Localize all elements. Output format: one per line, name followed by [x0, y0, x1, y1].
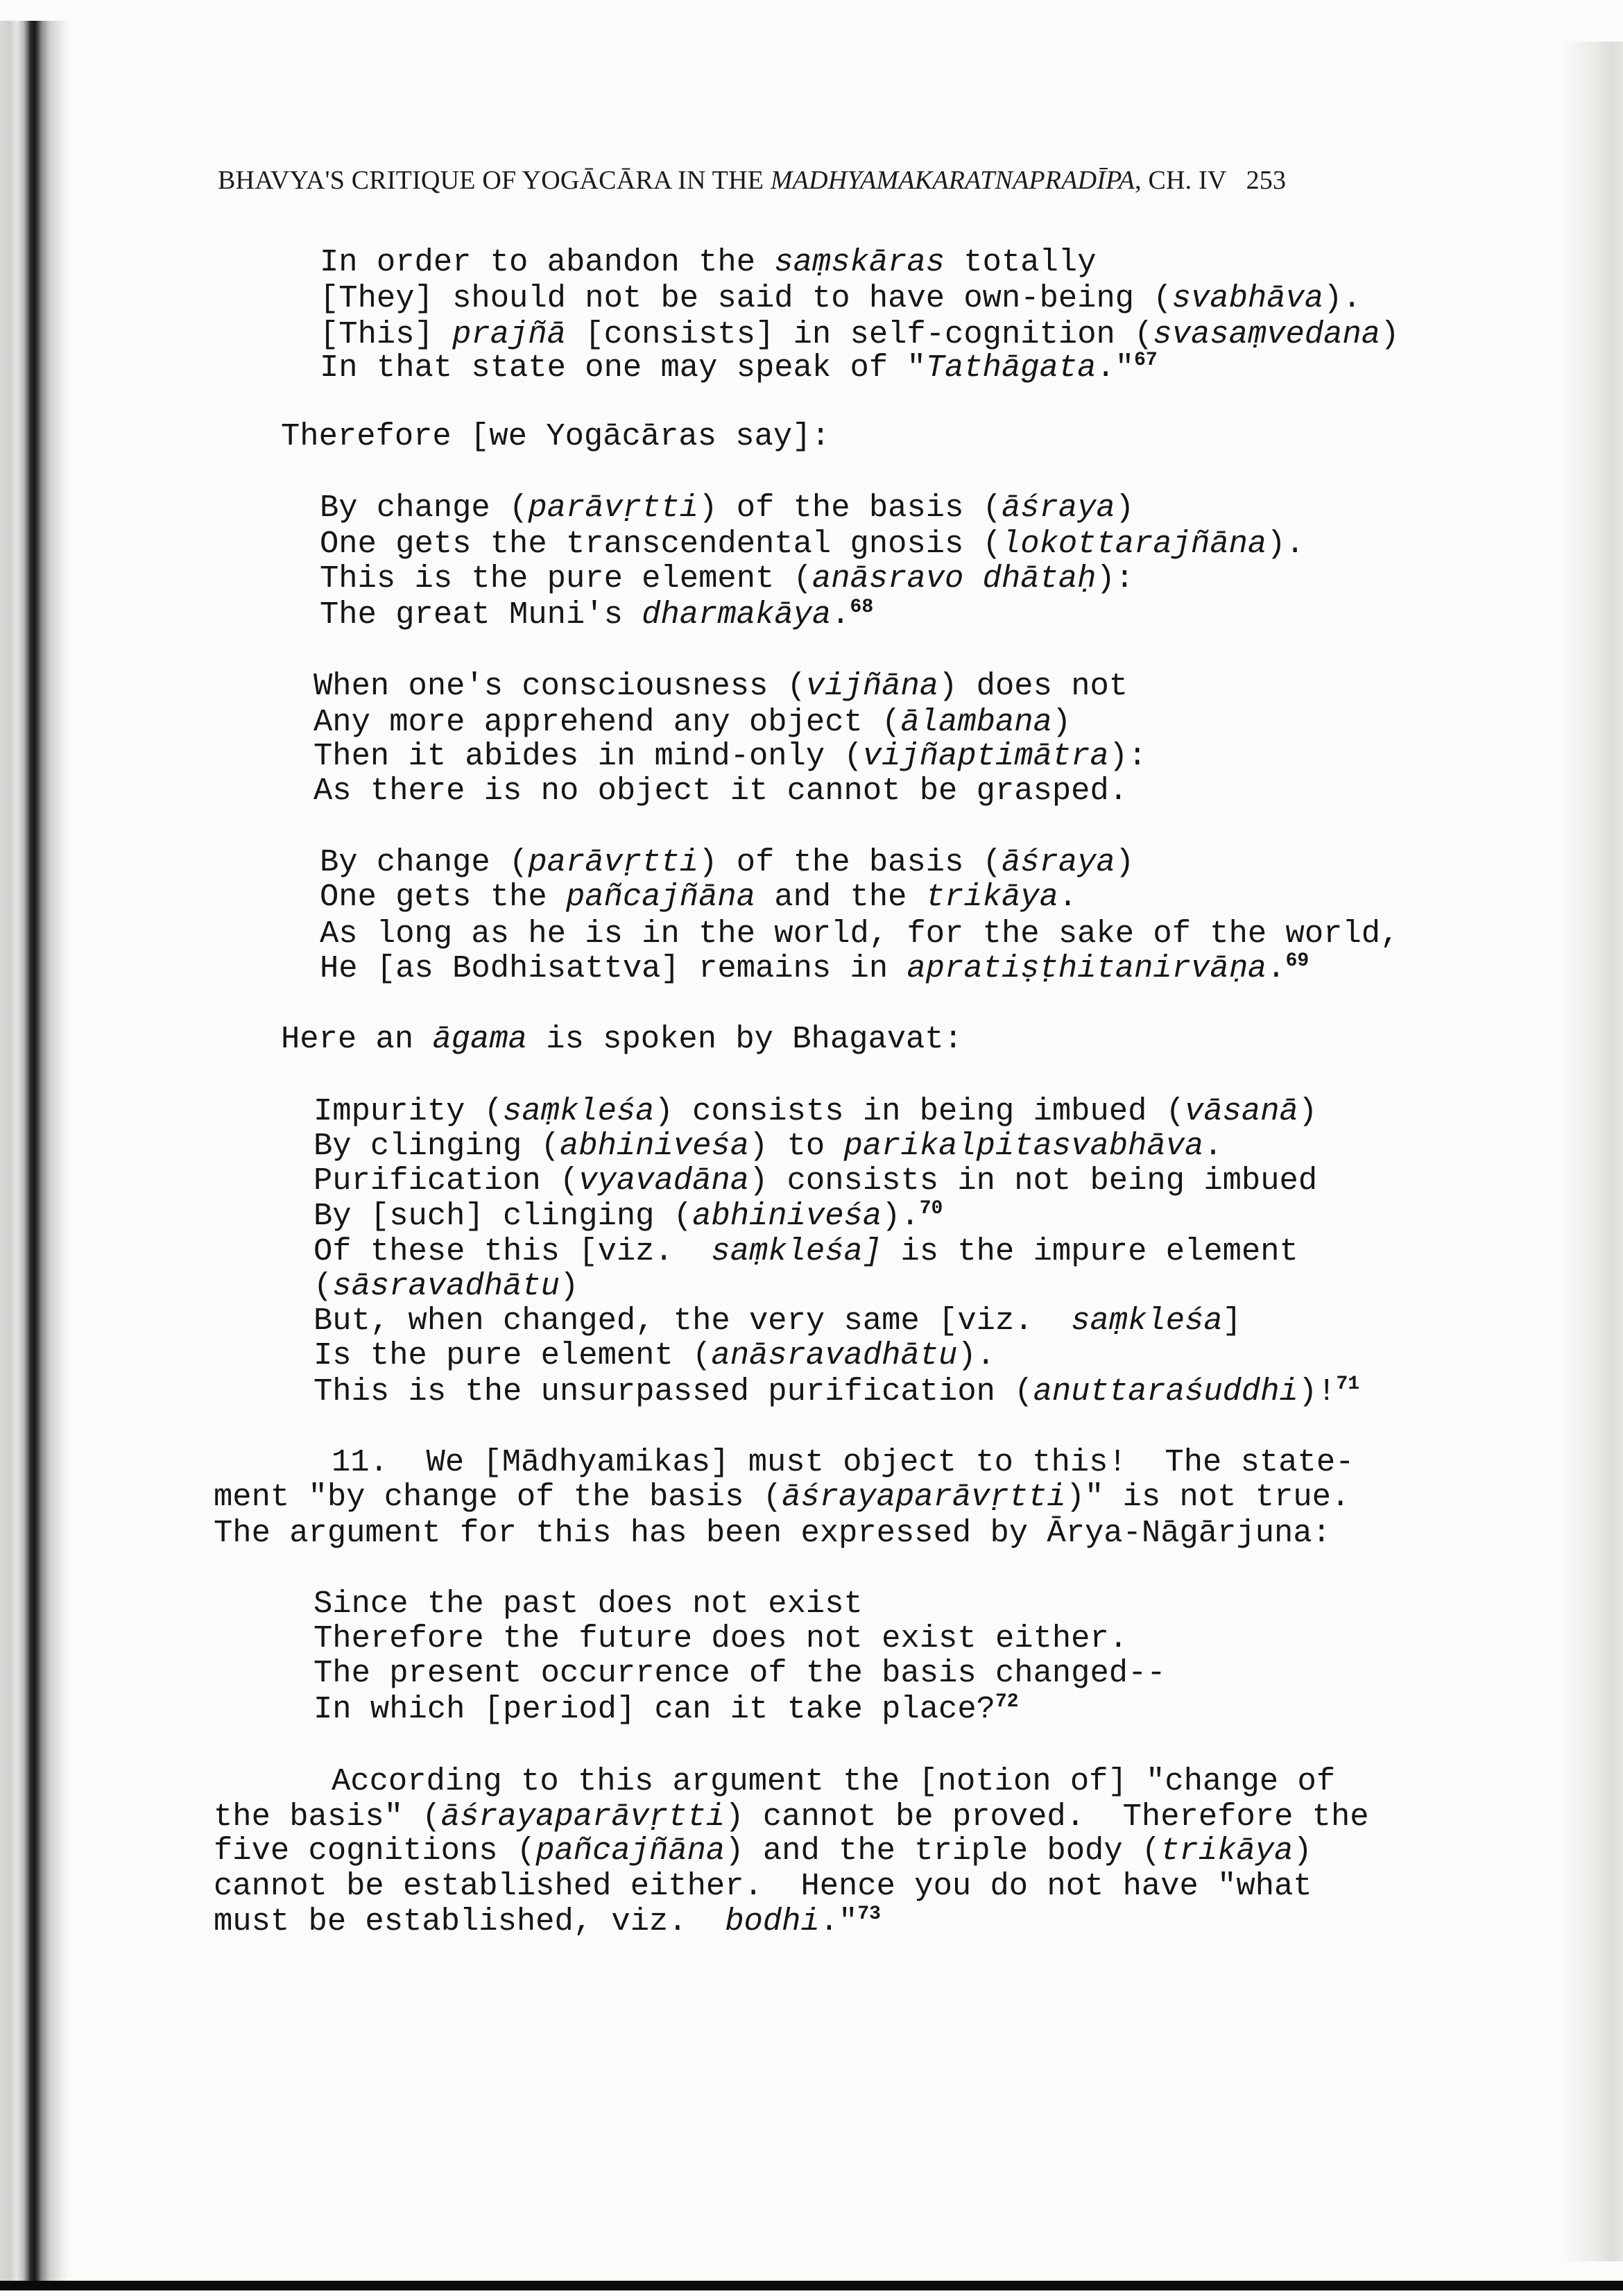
text-run: .: [1266, 950, 1286, 986]
footnote-ref: 68: [850, 597, 874, 618]
italic-term: apratiṣṭhitanirvāṇa: [907, 950, 1267, 986]
italic-term: dharmakāya: [642, 597, 832, 633]
text-run: ): [1115, 844, 1135, 880]
text-line: [320, 950, 1309, 986]
italic-term: prajñā: [452, 316, 566, 352]
text-run: ).: [882, 1198, 920, 1234]
text-run: Therefore [we Yogācāras say]:: [281, 418, 830, 454]
italic-term: saṃkleśa: [1071, 1303, 1223, 1339]
book-spine-shadow: [0, 21, 69, 2289]
text-run: .: [831, 597, 850, 633]
text-line: [320, 916, 1399, 952]
italic-term: Tathāgata: [925, 350, 1097, 386]
italic-term: sāsravadhātu: [332, 1268, 560, 1304]
footnote-ref: 70: [919, 1198, 943, 1219]
text-run: ).: [1266, 526, 1305, 562]
italic-term: anāsravadhātu: [711, 1337, 958, 1373]
text-run: ) of the basis (: [698, 490, 1002, 526]
text-line: [314, 1655, 1166, 1691]
running-title: BHAVYA'S CRITIQUE OF YOGĀCĀRA IN THE MADHYAMAKARATNAPRADĪPA, CH. IV: [218, 166, 1227, 195]
text-run: The great Muni's: [320, 597, 642, 633]
text-run: In that state one may speak of ": [320, 350, 926, 386]
text-run: This is the unsurpassed purification (: [314, 1373, 1033, 1410]
text-line: [320, 350, 1158, 386]
text-run: five cognitions (: [214, 1833, 536, 1869]
text-run: ) consists in not being imbued: [749, 1163, 1318, 1199]
text-line: [214, 1799, 1369, 1835]
text-run: .: [1203, 1128, 1223, 1164]
italic-term: āśrayaparāvṛtti: [782, 1479, 1066, 1515]
text-line: [332, 1763, 1335, 1799]
text-run: But, when changed, the very same [viz.: [314, 1303, 1072, 1339]
text-line: [214, 1833, 1312, 1869]
text-line: [314, 1093, 1317, 1129]
italic-term: svabhāva: [1171, 280, 1324, 316]
text-run: and the: [755, 879, 926, 915]
text-line: [320, 879, 1077, 915]
italic-term: pañcajñāna: [535, 1833, 725, 1869]
bottom-rule: [0, 2281, 1623, 2290]
footnote-ref: 69: [1285, 950, 1309, 972]
text-run: By change (: [320, 490, 529, 526]
italic-term: abhiniveśa: [559, 1128, 750, 1164]
text-run: One gets the: [320, 879, 566, 915]
italic-term: parāvṛtti: [528, 490, 699, 526]
text-run: 11. We [Mādhyamikas] must object to this! The state-: [332, 1444, 1355, 1480]
text-run: Then it abides in mind-only (: [314, 738, 863, 774]
text-run: According to this argument the [notion of] "change of: [332, 1763, 1336, 1799]
text-run: ) consists in being imbued (: [654, 1093, 1185, 1129]
text-run: As there is no object it cannot be grasped.: [314, 773, 1128, 809]
text-run: [This]: [320, 316, 453, 352]
text-run: ) cannot be proved. Therefore the: [725, 1799, 1369, 1835]
page-number: 253: [1246, 166, 1287, 195]
text-run: is spoken by Bhagavat:: [526, 1021, 963, 1057]
text-line: [314, 1268, 578, 1304]
text-run: ): [559, 1268, 579, 1304]
italic-term: trikāya: [925, 879, 1058, 915]
text-run: He [as Bodhisattva] remains in: [320, 950, 907, 986]
italic-term: āśraya: [1001, 844, 1115, 880]
text-run: ) and the triple body (: [725, 1833, 1161, 1869]
text-run: .": [819, 1903, 858, 1939]
text-line: [320, 597, 873, 633]
text-line: [314, 1198, 943, 1234]
text-run: Of these this [viz.: [314, 1233, 712, 1269]
text-line: [314, 773, 1128, 809]
text-line: [314, 1163, 1317, 1199]
text-line: [320, 316, 1399, 352]
italic-term: anuttaraśuddhi: [1033, 1373, 1298, 1410]
text-line: [281, 418, 830, 454]
footnote-ref: 71: [1336, 1373, 1360, 1395]
footnote-ref: 72: [995, 1691, 1019, 1713]
text-line: [314, 1233, 1298, 1269]
italic-term: pañcajñāna: [565, 879, 756, 915]
text-run: Here an: [281, 1021, 433, 1057]
text-run: ): [1293, 1833, 1312, 1869]
italic-term: parāvṛtti: [528, 844, 699, 880]
italic-term: saṃkleśa: [503, 1093, 655, 1129]
text-line: [314, 1691, 1019, 1727]
text-run: Is the pure element (: [314, 1337, 712, 1373]
text-run: .: [1058, 879, 1078, 915]
text-run: By [such] clinging (: [314, 1198, 693, 1234]
text-run: One gets the transcendental gnosis (: [320, 526, 1002, 562]
text-line: [214, 1903, 881, 1939]
text-line: [281, 1021, 963, 1057]
text-run: [They] should not be said to have own-being (: [320, 280, 1172, 316]
text-run: The argument for this has been expressed by Ārya-Nāgārjuna:: [214, 1515, 1331, 1551]
italic-term: svasaṃvedana: [1153, 316, 1381, 352]
text-run: Purification (: [314, 1163, 579, 1199]
italic-term: vāsanā: [1185, 1093, 1298, 1129]
italic-term: ālambana: [900, 704, 1052, 740]
text-run: As long as he is in the world, for the sake of the world,: [320, 916, 1400, 952]
italic-term: parikalpitasvabhāva: [843, 1128, 1204, 1164]
text-run: cannot be established either. Hence you do not have "what: [214, 1868, 1312, 1904]
text-run: ):: [1096, 560, 1135, 597]
footnote-ref: 67: [1134, 350, 1158, 371]
italic-term: bodhi: [725, 1903, 820, 1939]
text-run: By clinging (: [314, 1128, 560, 1164]
italic-term: vijñāna: [805, 668, 939, 704]
footnote-ref: 73: [857, 1903, 881, 1925]
text-run: ment "by change of the basis (: [214, 1479, 782, 1515]
text-run: totally: [945, 244, 1097, 280]
text-line: [320, 844, 1134, 880]
text-run: This is the pure element (: [320, 560, 812, 597]
text-run: )!: [1298, 1373, 1337, 1410]
text-line: [314, 1586, 863, 1622]
text-line: [314, 738, 1147, 774]
text-run: .": [1096, 350, 1135, 386]
italic-term: saṃskāras: [774, 244, 945, 280]
italic-term: abhiniveśa: [692, 1198, 882, 1234]
text-line: [314, 704, 1071, 740]
text-line: [320, 560, 1134, 597]
running-header: [218, 165, 1286, 196]
text-line: [314, 1373, 1359, 1410]
text-line: [320, 526, 1305, 562]
text-line: [320, 244, 1097, 280]
text-line: [314, 1620, 1128, 1656]
text-run: ).: [957, 1337, 995, 1373]
text-line: [314, 668, 1128, 704]
text-run: ]: [1222, 1303, 1242, 1339]
italic-term: trikāya: [1160, 1833, 1294, 1869]
text-run: In order to abandon the: [320, 244, 775, 280]
text-run: Impurity (: [314, 1093, 504, 1129]
italic-term: saṃkleśa]: [711, 1233, 882, 1269]
text-run: The present occurrence of the basis changed--: [314, 1655, 1166, 1691]
text-line: [314, 1128, 1223, 1164]
text-run: ): [1051, 704, 1072, 740]
text-run: ) does not: [938, 668, 1128, 704]
text-run: (: [314, 1268, 333, 1304]
italic-term: anāsravo dhātaḥ: [812, 560, 1097, 597]
text-run: ): [1298, 1093, 1318, 1129]
text-run: ) of the basis (: [698, 844, 1002, 880]
text-run: When one's consciousness (: [314, 668, 806, 704]
page-edge-shadow: [1561, 42, 1623, 2261]
italic-term: vijñaptimātra: [862, 738, 1109, 774]
italic-term: āśraya: [1001, 490, 1115, 526]
italic-term: lokottarajñāna: [1001, 526, 1267, 562]
italic-term: vyavadāna: [578, 1163, 750, 1199]
text-run: ) to: [749, 1128, 844, 1164]
text-run: Therefore the future does not exist either.: [314, 1620, 1128, 1656]
text-line: [214, 1515, 1331, 1551]
text-line: [314, 1303, 1242, 1339]
text-line: [214, 1479, 1350, 1515]
italic-term: āśrayaparāvṛtti: [440, 1799, 725, 1835]
text-run: Any more apprehend any object (: [314, 704, 901, 740]
text-line: [320, 490, 1134, 526]
text-run: By change (: [320, 844, 529, 880]
text-run: ).: [1323, 280, 1362, 316]
text-line: [320, 280, 1362, 316]
text-line: [314, 1337, 995, 1373]
text-run: Since the past does not exist: [314, 1586, 863, 1622]
text-run: is the impure element: [882, 1233, 1298, 1269]
text-line: [332, 1444, 1354, 1480]
text-line: [214, 1868, 1312, 1904]
text-run: ): [1380, 316, 1400, 352]
italic-term: āgama: [432, 1021, 527, 1057]
text-run: [consists] in self-cognition (: [565, 316, 1153, 352]
text-run: ): [1115, 490, 1135, 526]
text-run: must be established, viz.: [214, 1903, 725, 1939]
text-run: the basis" (: [214, 1799, 441, 1835]
text-run: )" is not true.: [1065, 1479, 1350, 1515]
text-run: In which [period] can it take place?: [314, 1691, 995, 1727]
text-run: ):: [1108, 738, 1147, 774]
